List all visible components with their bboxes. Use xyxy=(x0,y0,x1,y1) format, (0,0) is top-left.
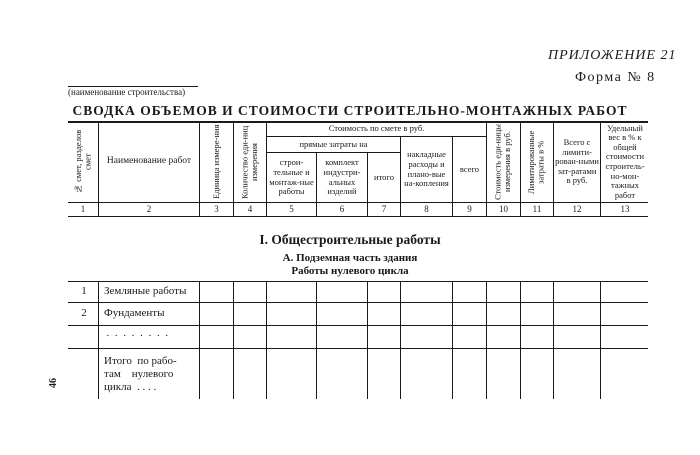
row-number: 2 xyxy=(81,307,87,319)
row-number: 1 xyxy=(81,285,87,297)
row-foundations: Фундаменты xyxy=(104,307,165,319)
col-number: 2 xyxy=(146,204,152,214)
subsection-heading: А. Подземная часть здания xyxy=(282,252,418,264)
header-col2: Наименование работ xyxy=(106,156,192,167)
row-ellipsis: · · · · · · · · xyxy=(106,330,170,342)
col-number: 8 xyxy=(424,204,429,214)
header-col9: всего xyxy=(459,163,480,174)
col-number: 10 xyxy=(499,204,508,214)
document-title: СВОДКА ОБЪЕМОВ И СТОИМОСТИ СТРОИТЕЛЬНО-МОНТАЖНЫХ РАБОТ xyxy=(72,103,628,118)
col-number: 11 xyxy=(532,204,542,214)
header-direct-group: прямые затраты на xyxy=(299,138,368,149)
header-col13: Удельный вес в % к общей стоимости строитель-но-мон-тажных работ xyxy=(605,122,645,200)
col-number: 6 xyxy=(339,204,345,214)
total-zero-cycle-line3: цикла . . . . xyxy=(104,381,157,393)
section-heading: I. Общестроительные работы xyxy=(259,232,441,247)
row-earthworks: Земляные работы xyxy=(104,285,187,297)
form-number: Форма № 8 xyxy=(575,70,656,85)
header-col1: № смет, разделов смет xyxy=(73,129,93,195)
col-number: 3 xyxy=(214,204,219,214)
col-number: 9 xyxy=(467,204,472,214)
page-number: 46 xyxy=(48,378,59,388)
header-col6: комплект индустри-альных изделий xyxy=(323,157,361,197)
header-col5: строи-тельные и монтаж-ные работы xyxy=(269,157,314,197)
col-number: 13 xyxy=(620,204,630,214)
col-number: 1 xyxy=(80,204,86,214)
header-col4: Количество еди-ниц измерения xyxy=(239,125,259,199)
col-number: 12 xyxy=(572,204,582,214)
subsection-heading-zero-cycle: Работы нулевого цикла xyxy=(291,265,409,277)
header-col10: Стоимость еди-ницы измерения в руб. xyxy=(492,124,512,201)
header-col12: Всего с лимити-рован-ными зат-ратами в руб. xyxy=(555,137,599,186)
header-col8: накладные расходы и плано-вые на-копления xyxy=(404,149,449,189)
header-col3: Единица измере-ния xyxy=(210,124,221,200)
col-number: 4 xyxy=(247,204,253,214)
header-col7: итого xyxy=(374,171,394,182)
col-number: 5 xyxy=(289,204,294,214)
header-cost-group: Стоимость по смете в руб. xyxy=(328,123,425,134)
appendix-label: ПРИЛОЖЕНИЕ 21 xyxy=(548,48,677,63)
header-bottom-border xyxy=(68,216,648,217)
col-number: 7 xyxy=(381,204,387,214)
total-zero-cycle-line2: там нулевого xyxy=(104,368,174,380)
header-divider xyxy=(68,202,648,203)
construction-name-label: (наименование строительства) xyxy=(68,87,186,97)
total-zero-cycle-line1: Итого по рабо- xyxy=(104,355,177,367)
header-col11: Лимитированные затраты в % xyxy=(526,130,546,194)
